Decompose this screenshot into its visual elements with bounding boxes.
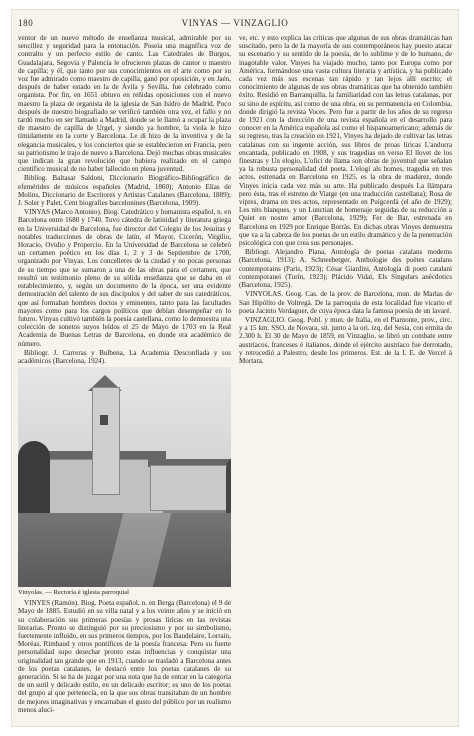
page-number: 180 [18, 18, 34, 28]
right-bibliography: Bibliogr. Alejandro Plana, Antología de poetas catalans moderns (Barcelona, 1913); A. Schneeberger, Anthologie des poètes catalans contemporains (Paris, 1923); Cèsar Giardini, Antologia di poeti catalani contemporanei (Turín, 1923); Plácido Vidal, Els Singulars anècdotics (Barcelona, 1925). [239, 248, 452, 290]
left-entry-vinyes-ramon: VINYES (Ramón). Biog. Poeta español, n. en Berga (Barcelona) el 9 de Mayo de 1885. Estudió en su villa natal y a los veinte años y se inició en su colaboración sus primeras poesías y prosas líricas en las revistas literarias. Pronto se distinguió por su preciosismo y por su simbolismo, fuertemente influído, en sus primeros tiempos, por los Baudelaire, Lorrain, Moréas, Rimbaud y otros pontífices de la poesía francesa. Pero su fuerte personalidad supo desechar pronto estas influencias y conquistar una originalidad tan grande que en 1913, cuando se trasladó a Barcelona antes de los poetas catalanes, le destacó entre los poetas catalanes de su generación. Si se ha de juzgar por una nota que ha de entrar en la categoría de un sutil y delicado estilo, en un delicado escritor; es uno de los poetas del grupo al que pertenecía, en la que sus obras transitaban de un hombre de mejores imaginativas y encarnaban el gusto del público por un realismo menos alucí- [18, 599, 231, 714]
page-header [18, 16, 452, 30]
right-paragraph-1: ve, etc. y esto explica las críticas que algunas de sus obras dramáticas han suscitado, pero la de la mayoría de sus contemporáneos hay puesto atacar su escenario y su sentido de la poesía, de lo sublime y de lo humano, de inagotable valor. Vinyes ha viajado mucho, tanto por Europa como por América, formándose una vasta cultura literaria y artística, y ha publicado cada vez más sus escenas tan rápido y tan lejos allí escrito; el conocimiento de algunas de sus obras dramáticas que ha obtenido también éxito. Residió en Barranquilla, la familiaridad con las letras catalanas, por su sino de espíritu, así como de una obra, en su permanencia en Colombia, donde dirigió la revista Voces. Pero fue a partir de los años de su regreso de 1921 con la dirección de una revista española en el desarrollo para conocer en la América española así como el hispanoamericano; además de su regreso, tras la creación en 1921, Vinyes ha dejado de cultivar las letras catalanas con su ingente acción, sus libros de proas líricas L'andorra encantada, publicado en 1908, y sus tragedias en verso El llovet de los finestras y Un elogio, L'ofici de llama son obras de juventud que señalan ya la robusta personalidad del poeta. L'elogi als homes, tragedia en tres actos, estrenada en Barcelona en 1925, es la obra de madurez, donde Vinyes inicia cada vez más su arte. Ha publicado después La llámpara pero ésta, tras el estreno de Viatge (en una traducción castellana); Rosa de vipres, drama en tres actos, representado en Puigcerdà (el año de 1929); Les nits blanques, y un Lunctian de homenaje seguidas de su reducción a Quiet en nostre amor (Barcelona, 1929); Fer de Bar, estrenada en Barcelona en 1929 por Enrique Borràs. En dichas obras Vinyes demuestra que va a la cabeza de los poetas de un estilo dramático y de la penetración psicológica con que crea sus personajes. [239, 34, 452, 248]
left-column [18, 34, 231, 718]
left-bibliography-2: Bibliogr. J. Carreras y Bulbena, La Academia Desconfiada y sus académicos (Barcelona, 1924). [18, 348, 231, 365]
right-entry-vinzaglio: VINZAGLIO. Geog. Pobl. y mun. de Italia, en el Piamonte, prov., circ. y a 15 km. SSO. de Novara, sit. junto a la ori. izq. del Sesia, con ermita de 2.300 h. El 30 de Mayo de 1859, en Vinzaglio, se libró un combate entre austriacos, franceses é italianos, donde el ejército austríaco fue derrotado, y retrocedió a Palestro, desde los primeros. Est. de la I. E. de Vercel á Mortara. [239, 315, 452, 365]
illustration [18, 367, 231, 597]
bell-tower [92, 387, 120, 495]
running-title: VINYAS — VINZAGLIO [181, 18, 289, 28]
sky [18, 367, 231, 459]
figure-caption: Vinyolas. — Rectoría é iglesia parroquial [18, 589, 130, 597]
two-column-body [18, 34, 452, 718]
rectory-building [150, 465, 231, 511]
bell-tower-window [100, 415, 108, 425]
church-photo [18, 367, 231, 587]
left-bibliography-1: Bibliog. Baltasar Saldoni, Diccionario Biográfico-Bibliográfico de efemérides de músicos españoles (Madrid, 1860); Antonio Elías de Molins, Diccionario de Escritores y Artistas Catalanes (Barcelona, 1889); J. Soler y Palet, Cent biografies barcelonines (Barcelona, 1909). [18, 174, 231, 208]
right-entry-vinyolas: VINYOLAS. Geog. Cas. de la prov. de Barcelona, mun. de Marlas de San Hipólito de Voltregà. De la parroquia de esta localidad fue vicario el poeta Jacinto Verdaguer, de cuya época data la famosa poesía de un lavaré. [239, 290, 452, 315]
left-entry-vinyas-marco-antonio: VINYAS (Marco Antonio). Biog. Catedrático y humanista español, n. en Barcelona entre 1680 y 1740. Tuvo cátedra de latinidad y literatura griega en la Universidad de Barcelona, fue director del Colegio de los Jesuitas y notables traducciones de obras de latín, el Mayor, Cicerón, Virgilio, Horacio, Ovidio y Propercio. En la Universidad de Barcelona se celebró un certamen poético en los días 1, 2 y 3 de Septiembre de 1700, organizado por Vinyas. Los concelleres de la ciudad y no pocas personas de su tiempo que se sumaron a una de las obras para el certamen, que resultó un testimonio pleno de su sólida enseñanza que se daba en el establecimiento, y, según un documento de la época, ser una evidente demostración del talento de sus discípulos y del saber de sus catedráticos, que así formaban hombres doctos y eminentes, tanto para las facultades mayores como para los cargos políticos que debían desempeñar en lo futuro. Vinyas cultivó también la poesía castellana, como lo demuestra una colección de sonetos suyos leídos el 25 de Mayo de 1703 en la Real Academia de Buenas Letras de Barcelona, en donde era académico de número. [18, 208, 231, 348]
book-page [12, 10, 458, 726]
left-paragraph-1: ventor de un nuevo método de enseñanza musical, admirable por su sencillez y seguridad para la entonación. Poseía una magnífica voz de contralto y un perfecto estilo de canto. Las Catedrales de Burgos, Guadalajara, Segovia y Palencia le ofrecieron plazas de cantor o maestro de capilla; y él, que tanto por sus conocimientos en el arte como por su voz fue admirado como maestro de capilla, ganó por oposición, y en Jaén, después de haber estado en la de Ávila y Sevilla, fue celebrado como organista. Por fin, en 1651 obtuvo en reñidas oposiciones con el nuevo maestro la plaza de organista de la iglesia de San Isidro de Madrid. Poco después de nuestro biografiado se verificó también otra vez, el fallo y no tardó mucho en ser llamado a Madrid, donde se le llamó a ocupar la plaza de maestro de capilla de Urgel, y siendo ya hombre, la viola le hizo tímidamente en la corte y Barcelona. Le di hizo de la inventiva y de la elegancia musicales, y los conciertos que se establecieron en Francia, pero su patriotismo le trajo de nuevo a Barcelona. Dejó muchas obras musicales que indican la gran revolución que hubiera realizado en el campo científico musical de no haber fallecido en plena juventud. [18, 34, 231, 174]
right-column [239, 34, 452, 718]
